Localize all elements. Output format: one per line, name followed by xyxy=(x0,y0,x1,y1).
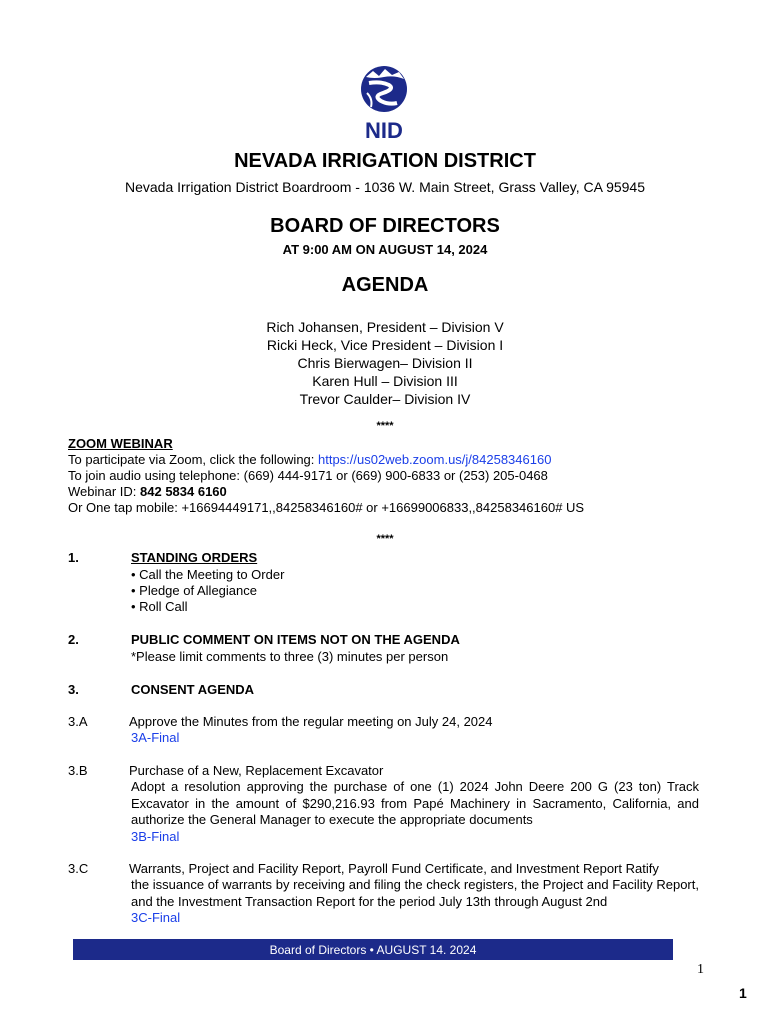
agenda-title: AGENDA xyxy=(341,274,429,296)
director-item: Chris Bierwagen– Division II xyxy=(297,355,473,371)
logo-text: NID xyxy=(365,118,403,139)
nid-logo xyxy=(359,63,409,139)
zoom-link[interactable]: https://us02web.zoom.us/j/84258346160 xyxy=(318,452,552,467)
excavator-description: Adopt a resolution approving the purchase of one (1) 2024 John Deere 200 G (23 ton) Track Excavator in the amount of $290,216.93 from Papé Machinery in Sacramento, California, and authorize the General Manager to execute the appropriate documents xyxy=(131,779,699,827)
item-title-public-comment: PUBLIC COMMENT ON ITEMS NOT ON THE AGENDA xyxy=(131,632,460,647)
attachment-link-3a[interactable]: 3A-Final xyxy=(131,730,180,745)
list-item: • Roll Call xyxy=(131,599,188,614)
org-name: NEVADA IRRIGATION DISTRICT xyxy=(234,150,536,172)
webinar-id-label: Webinar ID: xyxy=(68,484,141,499)
attachment-link-3b[interactable]: 3B-Final xyxy=(131,829,180,844)
zoom-one-tap-line: Or One tap mobile: +16694449171,,84258346160# or +16699006833,,84258346160# US xyxy=(68,500,585,515)
directors-list xyxy=(0,318,770,408)
director-item: Trevor Caulder– Division IV xyxy=(299,391,471,407)
footer-text: Board of Directors • AUGUST 14. 2024 xyxy=(269,942,477,957)
page-number-small: 1 xyxy=(697,962,704,977)
separator: **** xyxy=(376,420,394,432)
zoom-webinar-id-line xyxy=(68,484,584,500)
warrants-description: the issuance of warrants by receiving and filing the check registers, the Project and Facility Report, and the Investment Transaction Report for the period July 13th through August 2nd xyxy=(131,877,699,909)
item-number: 3.C xyxy=(68,861,89,876)
attachment-link-3c[interactable]: 3C-Final xyxy=(131,910,181,925)
item-number: 3. xyxy=(68,682,79,697)
item-number: 3.A xyxy=(68,714,88,729)
standing-orders-list xyxy=(131,567,284,615)
item-number: 3.B xyxy=(68,763,88,778)
list-item: • Pledge of Allegiance xyxy=(131,583,257,598)
public-comment-note: *Please limit comments to three (3) minutes per person xyxy=(131,649,449,664)
zoom-webinar-section xyxy=(68,436,584,516)
item-number: 1. xyxy=(68,550,79,565)
zoom-participate-text: To participate via Zoom, click the following: xyxy=(68,452,318,467)
zoom-telephone-line: To join audio using telephone: (669) 444-9171 or (669) 900-6833 or (253) 205-0468 xyxy=(68,468,548,483)
item-title-minutes: Approve the Minutes from the regular meeting on July 24, 2024 xyxy=(129,714,493,729)
footer-bar xyxy=(73,939,673,960)
meeting-address: Nevada Irrigation District Boardroom - 1036 W. Main Street, Grass Valley, CA 95945 xyxy=(124,179,646,195)
item-title-warrants: Warrants, Project and Facility Report, Payroll Fund Certificate, and Investment Report Ratify xyxy=(129,861,659,876)
item-title-excavator: Purchase of a New, Replacement Excavator xyxy=(129,763,384,778)
item-number: 2. xyxy=(68,632,79,647)
zoom-participate-line xyxy=(68,452,584,468)
board-title: BOARD OF DIRECTORS xyxy=(270,215,500,237)
item-title-consent-agenda: CONSENT AGENDA xyxy=(131,682,255,697)
director-item: Rich Johansen, President – Division V xyxy=(266,319,504,335)
page-number: 1 xyxy=(739,985,747,1001)
webinar-id: 842 5834 6160 xyxy=(140,484,227,499)
director-item: Karen Hull – Division III xyxy=(312,373,458,389)
list-item: • Call the Meeting to Order xyxy=(131,567,285,582)
item-title-standing-orders: STANDING ORDERS xyxy=(131,550,258,565)
zoom-heading: ZOOM WEBINAR xyxy=(68,436,173,451)
nid-logo-graphic xyxy=(359,63,409,139)
separator: **** xyxy=(376,533,394,545)
director-item: Ricki Heck, Vice President – Division I xyxy=(266,337,504,353)
meeting-time: AT 9:00 AM ON AUGUST 14, 2024 xyxy=(282,242,488,257)
